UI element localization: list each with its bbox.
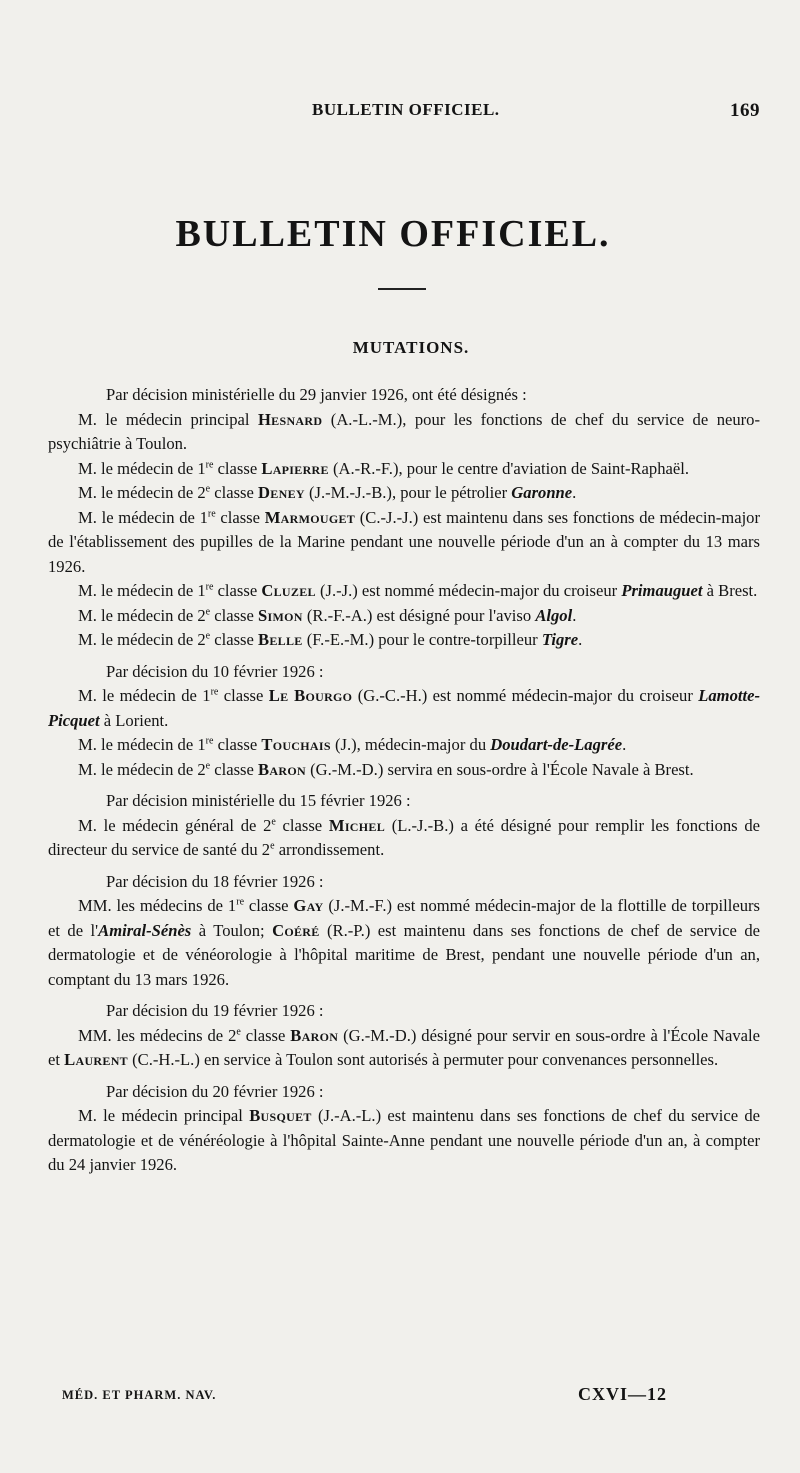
- person-name: Simon: [258, 605, 303, 625]
- person-name: Baron: [258, 759, 306, 779]
- page-number: 169: [730, 100, 760, 121]
- person-name: Deney: [258, 483, 305, 502]
- person-name: Touchais: [261, 735, 331, 754]
- person-name: Baron: [290, 1025, 339, 1045]
- paragraph: M. le médecin de 2e classe Belle (F.-E.-M.) pour le contre-torpilleur Tigre.: [78, 630, 583, 649]
- ship-name: Doudart-de-Lagrée: [490, 735, 623, 754]
- person-name: Coéré: [272, 920, 320, 940]
- decision-heading: Par décision ministérielle du 15 février 1926 :: [106, 791, 411, 810]
- paragraph: MM. les médecins de 2e classe Baron (G.-M.-D.) désigné pour servir en sous-ordre à l'École Navale et Laurent (C.-H.-L.) en service à Toulon sont autorisés à permuter pour convenances personnelles.: [48, 1025, 760, 1069]
- ship-name: Primauguet: [621, 581, 703, 600]
- person-name: Le Bourgo: [268, 686, 353, 705]
- ship-name: Tigre: [541, 630, 579, 649]
- body-text: [48, 383, 760, 1178]
- paragraph: M. le médecin de 1re classe Lapierre (A.-R.-F.), pour le centre d'aviation de Saint-Raphaël.: [78, 458, 689, 478]
- person-name: Laurent: [64, 1050, 128, 1069]
- person-name: Lapierre: [261, 458, 329, 478]
- paragraph: M. le médecin de 1re classe Le Bourgo (G.-C.-H.) est nommé médecin-major du croiseur Lamotte-Picquet à Lorient.: [48, 686, 760, 730]
- paragraph: M. le médecin principal Busquet (J.-A.-L.) est maintenu dans ses fonctions de chef du service de dermatologie et de vénéréologie à l'hôpital Sainte-Anne pendant une nouvelle période d'un an, à compter du 24 janvier 1926.: [48, 1106, 760, 1174]
- person-name: Cluzel: [261, 581, 316, 600]
- ship-name: Garonne: [511, 483, 573, 502]
- decision-heading: Par décision ministérielle du 29 janvier 1926, ont été désignés :: [106, 385, 527, 404]
- paragraph: M. le médecin de 1re classe Marmouget (C.-J.-J.) est maintenu dans ses fonctions de médecin-major de l'établissement des pupilles de la Marine pendant une nouvelle période d'un an à compter du 13 mars 1926.: [48, 507, 760, 576]
- person-name: Busquet: [249, 1106, 312, 1125]
- decision-heading: Par décision du 10 février 1926 :: [106, 661, 324, 681]
- paragraph: MM. les médecins de 1re classe Gay (J.-M.-F.) est nommé médecin-major de la flottille de torpilleurs et de l'Amiral-Sénès à Toulon; Coéré (R.-P.) est maintenu dans ses fonctions de chef de service de dermatologie et de vénéorologie à l'hôpital maritime de Brest, pendant une nouvelle période d'un an, comptant du 13 mars 1926.: [48, 896, 761, 989]
- person-name: Michel: [328, 815, 385, 835]
- person-name: Belle: [258, 630, 303, 649]
- ship-name: Amiral-Sénès: [98, 920, 192, 940]
- person-name: Hesnard: [257, 409, 323, 429]
- paragraph: M. le médecin principal Hesnard (A.-L.-M.), pour les fonctions de chef du service de neuro-psychiâtrie à Toulon.: [48, 409, 761, 453]
- person-name: Marmouget: [264, 507, 356, 527]
- footer-sheet-number: CXVI—12: [578, 1384, 668, 1404]
- paragraph: M. le médecin général de 2e classe Michel (L.-J.-B.) a été désigné pour remplir les fonctions de directeur du service de santé du 2e arrondissement.: [48, 815, 760, 859]
- ship-name: Lamotte-Picquet: [48, 686, 760, 730]
- paragraph: M. le médecin de 2e classe Deney (J.-M.-J.-B.), pour le pétrolier Garonne.: [78, 483, 577, 502]
- main-title: BULLETIN OFFICIEL.: [175, 213, 611, 255]
- decision-heading: Par décision du 18 février 1926 :: [106, 871, 324, 891]
- decision-heading: Par décision du 19 février 1926 :: [106, 1001, 324, 1020]
- footer-signature: MÉD. ET PHARM. NAV.: [62, 1388, 217, 1402]
- paragraph: M. le médecin de 2e classe Simon (R.-F.-A.) est désigné pour l'aviso Algol.: [78, 605, 577, 625]
- paragraph: M. le médecin de 1re classe Cluzel (J.-J.) est nommé médecin-major du croiseur Primauguet à Brest.: [78, 581, 758, 600]
- ship-name: Algol: [535, 605, 573, 625]
- paragraph: M. le médecin de 1re classe Touchais (J.), médecin-major du Doudart-de-Lagrée.: [78, 735, 627, 754]
- section-title: MUTATIONS.: [352, 338, 470, 357]
- running-title: BULLETIN OFFICIEL.: [312, 100, 500, 119]
- person-name: Gay: [293, 896, 324, 915]
- paragraph: M. le médecin de 2e classe Baron (G.-M.-D.) servira en sous-ordre à l'École Navale à Brest.: [78, 759, 694, 779]
- decision-heading: Par décision du 20 février 1926 :: [106, 1081, 324, 1101]
- title-rule: [378, 288, 426, 290]
